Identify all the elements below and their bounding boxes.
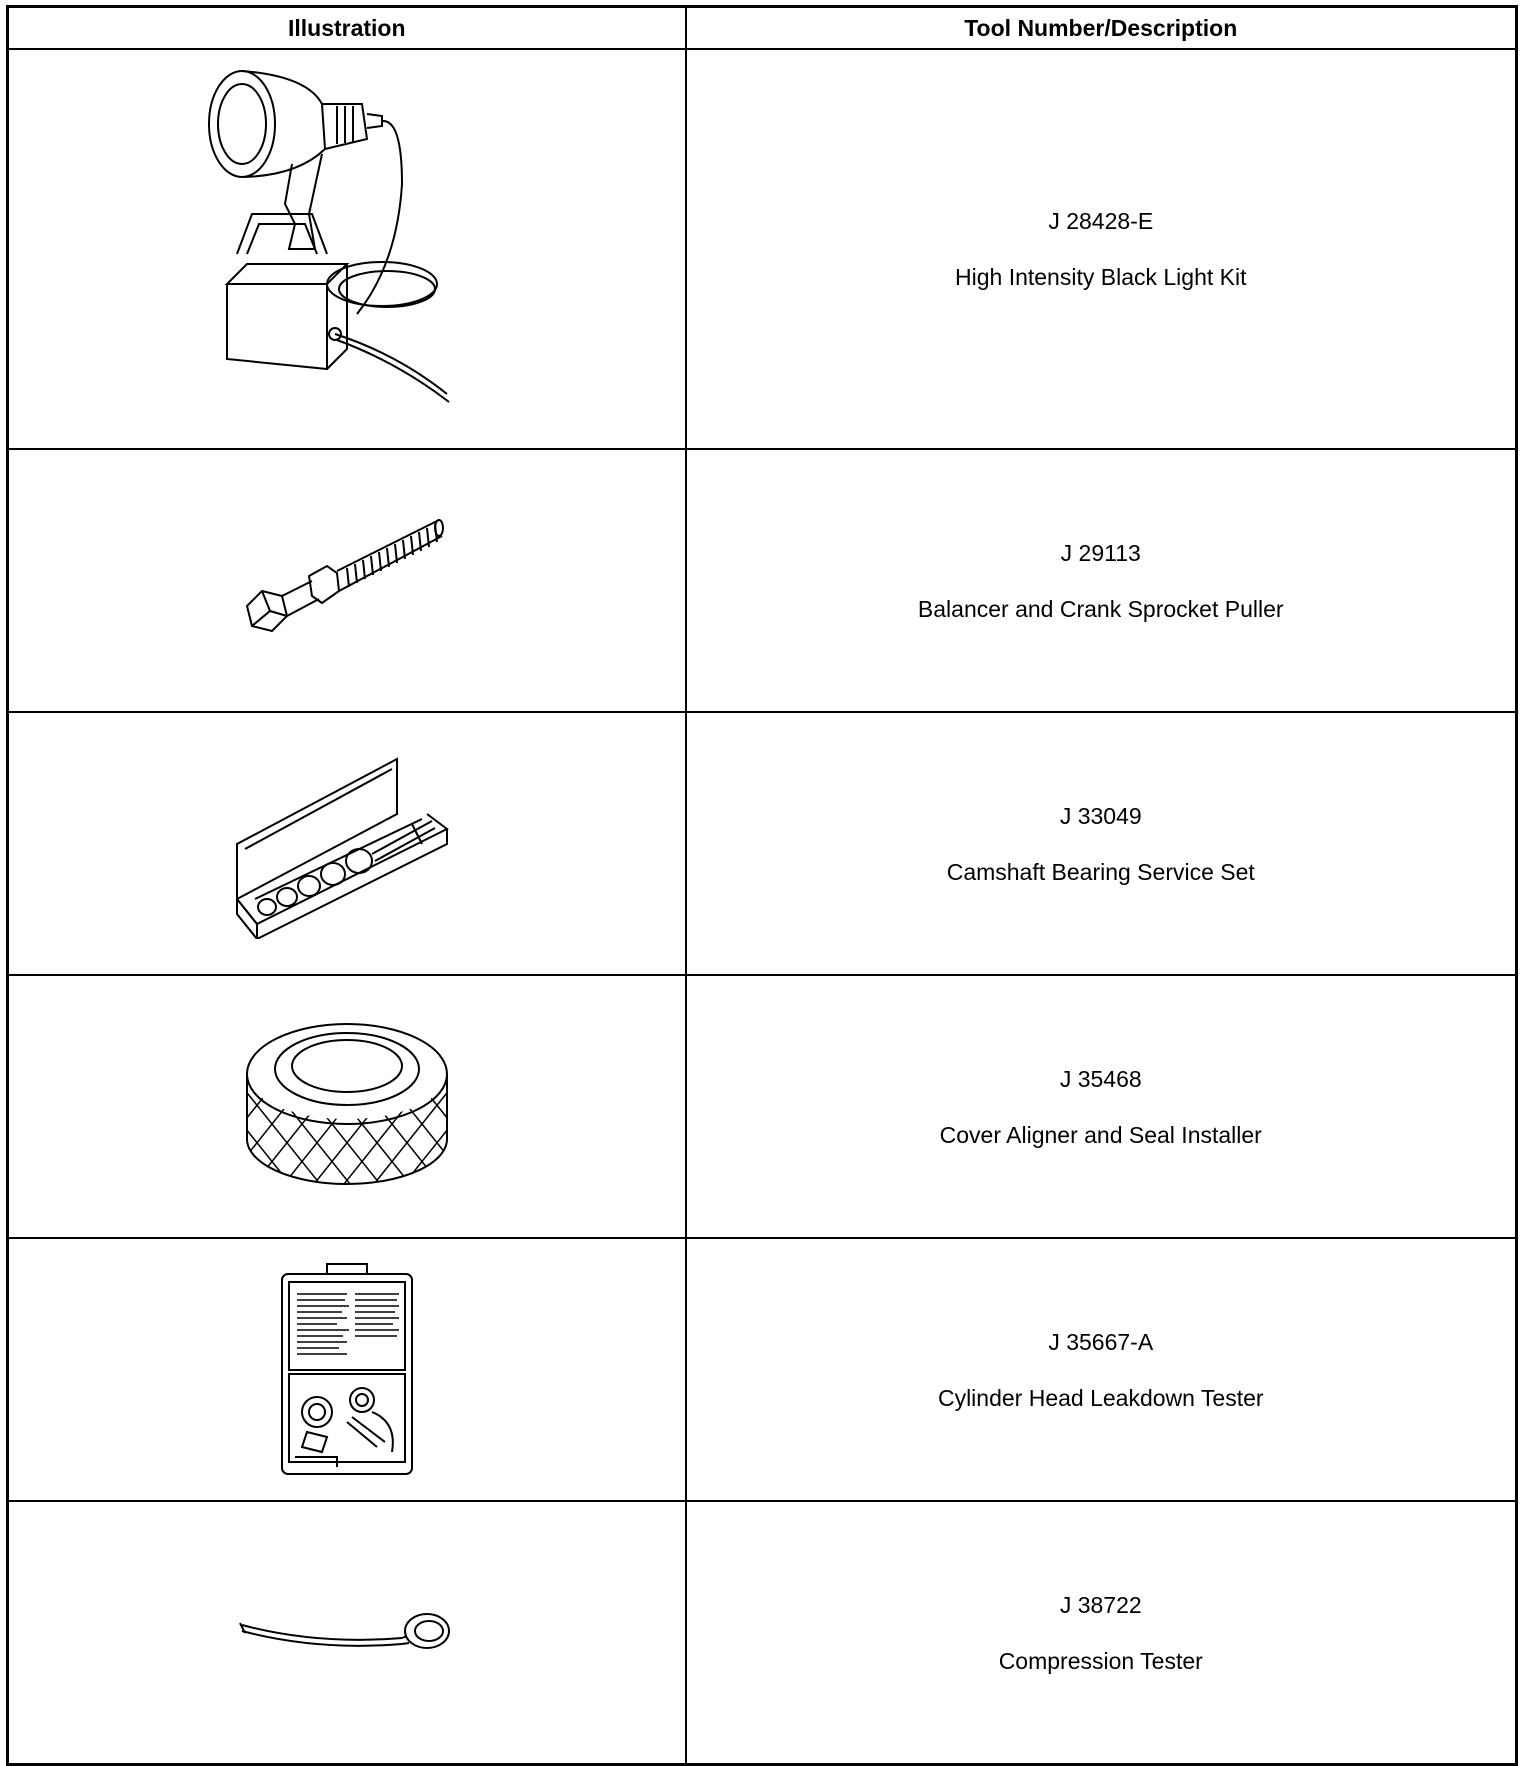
tool-description: Camshaft Bearing Service Set <box>946 858 1255 885</box>
illustration-cell <box>8 49 686 449</box>
seal-installer-icon <box>242 1014 452 1199</box>
table-row <box>8 1501 1517 1765</box>
table-row <box>8 712 1517 975</box>
tool-number: J 38722 <box>1059 1591 1142 1618</box>
leakdown-tester-case-icon <box>277 1262 417 1477</box>
compression-tester-icon <box>237 1603 457 1663</box>
bearing-service-set-icon <box>227 749 467 939</box>
header-illustration: Illustration <box>8 7 686 50</box>
illustration-cell <box>8 449 686 712</box>
tool-description: Compression Tester <box>998 1647 1203 1674</box>
black-light-kit-icon <box>197 64 497 434</box>
tool-description: Cover Aligner and Seal Installer <box>939 1121 1262 1148</box>
illustration-cell <box>8 975 686 1238</box>
description-cell <box>686 1501 1517 1765</box>
header-tool-number-description: Tool Number/Description <box>686 7 1517 50</box>
description-cell <box>686 975 1517 1238</box>
puller-bolt-icon <box>237 511 457 651</box>
tool-number: J 28428-E <box>1048 208 1154 234</box>
description-cell <box>686 712 1517 975</box>
tool-description: Cylinder Head Leakdown Tester <box>937 1384 1264 1411</box>
tool-description: Balancer and Crank Sprocket Puller <box>917 595 1284 622</box>
description-cell <box>686 1238 1517 1501</box>
description-cell <box>686 49 1517 449</box>
table-row <box>8 449 1517 712</box>
special-tools-table <box>6 5 1518 1766</box>
tool-number: J 35667-A <box>1048 1328 1154 1355</box>
table-row <box>8 1238 1517 1501</box>
description-cell <box>686 449 1517 712</box>
table-header-row <box>8 7 1517 50</box>
table-row <box>8 975 1517 1238</box>
tool-description: High Intensity Black Light Kit <box>955 264 1247 290</box>
tool-number: J 29113 <box>1060 539 1141 566</box>
tool-number: J 35468 <box>1059 1065 1142 1092</box>
illustration-cell <box>8 712 686 975</box>
illustration-cell <box>8 1501 686 1765</box>
tool-number: J 33049 <box>1059 802 1142 829</box>
table-row <box>8 49 1517 449</box>
illustration-cell <box>8 1238 686 1501</box>
